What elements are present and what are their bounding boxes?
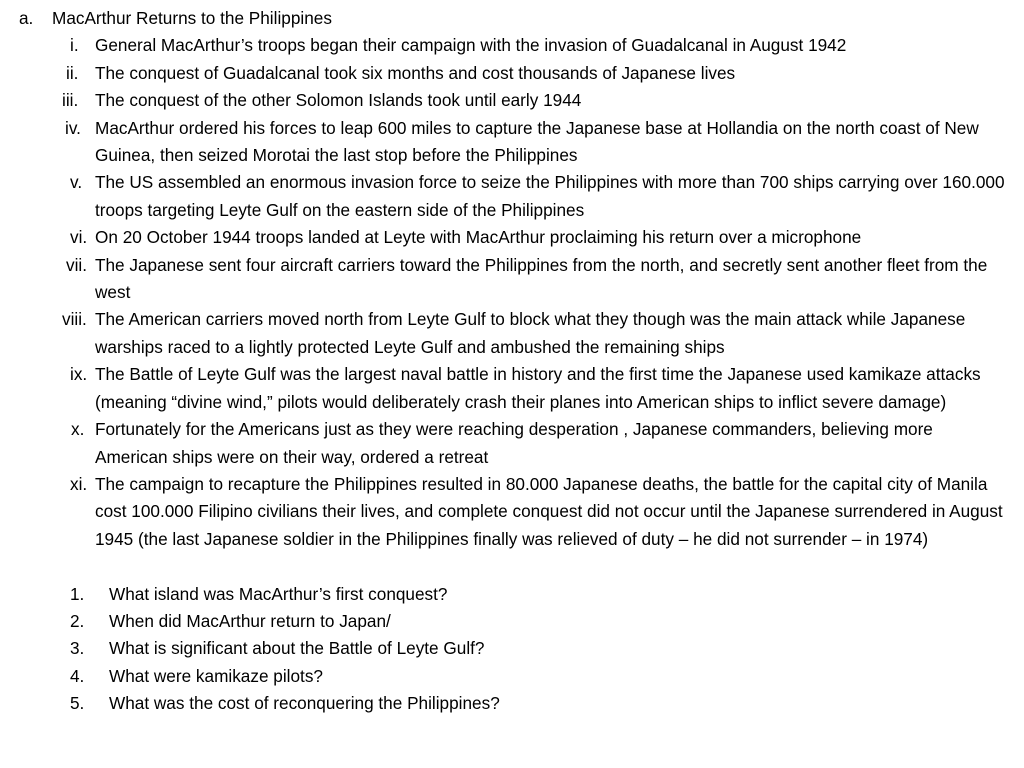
item-text: The Japanese sent four aircraft carriers toward the Philippines from the north, and secretly sent another fleet from the west [95,254,988,303]
section-title: MacArthur Returns to the Philippines [52,8,332,28]
item-marker: vi. [70,227,88,248]
question-text: What were kamikaze pilots? [109,665,323,686]
outline-item [0,60,1024,87]
outline-item [0,169,1024,224]
item-text: The conquest of Guadalcanal took six months and cost thousands of Japanese lives [95,62,736,83]
question-number: 4. [70,665,85,686]
outline-item [0,115,1024,170]
question-number: 1. [70,583,85,604]
question-text: What is significant about the Battle of Leyte Gulf? [109,638,485,659]
item-text: The Battle of Leyte Gulf was the largest naval battle in history and the first time the Japanese used kamikaze attacks (meaning “divine wind,” pilots would deliberately crash their planes into American ships to inflict severe damage) [95,364,981,412]
outline-item [0,471,1024,553]
section-heading [0,5,1024,32]
outline-item [0,87,1024,114]
section-marker: a. [19,8,34,28]
item-text: Fortunately for the Americans just as they were reaching desperation , Japanese commanders, believing more American ships were on their way, ordered a retreat [95,419,933,467]
item-text: The US assembled an enormous invasion force to seize the Philippines with more than 700 ships carrying over 160.000 troops targeting Leyte Gulf on the eastern side of the Philippines [95,172,1005,220]
item-text: The American carriers moved north from Leyte Gulf to block what they though was the main attack while Japanese warships raced to a lightly protected Leyte Gulf and ambushed the remaining ships [95,309,966,357]
item-marker: iii. [62,90,79,111]
outline-item [0,361,1024,416]
outline-item [0,306,1024,361]
outline-item [0,416,1024,471]
question-number: 5. [70,693,85,714]
question-item [0,663,1024,690]
question-item [0,635,1024,662]
item-text: General MacArthur’s troops began their campaign with the invasion of Guadalcanal in August 1942 [95,35,847,56]
item-marker: xi. [70,473,88,494]
outline-item [0,224,1024,251]
item-text: On 20 October 1944 troops landed at Leyte with MacArthur proclaiming his return over a microphone [95,227,862,248]
item-marker: vii. [66,254,88,275]
question-item [0,608,1024,635]
item-marker: ii. [66,62,79,83]
item-text: The campaign to recapture the Philippines resulted in 80.000 Japanese deaths, the battle for the capital city of Manila cost 100.000 Filipino civilians their lives, and complete conquest did not occur until the Japanese surrendered in August 1945 (the last Japanese soldier in the Philippines finally was relieved of duty – he did not surrender – in 1974) [95,473,1003,549]
question-item [0,581,1024,608]
outline-item [0,32,1024,59]
question-text: What was the cost of reconquering the Philippines? [109,693,500,714]
question-item [0,690,1024,717]
item-marker: ix. [70,364,88,385]
question-list [0,581,1024,718]
question-number: 3. [70,638,85,659]
question-text: What island was MacArthur’s first conquest? [109,583,448,604]
outline-item [0,252,1024,307]
question-number: 2. [70,610,85,631]
item-marker: v. [70,172,83,193]
item-marker: i. [70,35,79,56]
outline [0,5,1024,718]
item-text: MacArthur ordered his forces to leap 600 miles to capture the Japanese base at Hollandia on the north coast of New Guinea, then seized Morotai the last stop before the Philippines [95,117,979,166]
question-text: When did MacArthur return to Japan/ [109,610,391,631]
item-marker: iv. [65,117,81,138]
item-marker: x. [71,419,85,440]
item-marker: viii. [62,309,87,330]
item-text: The conquest of the other Solomon Islands took until early 1944 [95,90,582,111]
